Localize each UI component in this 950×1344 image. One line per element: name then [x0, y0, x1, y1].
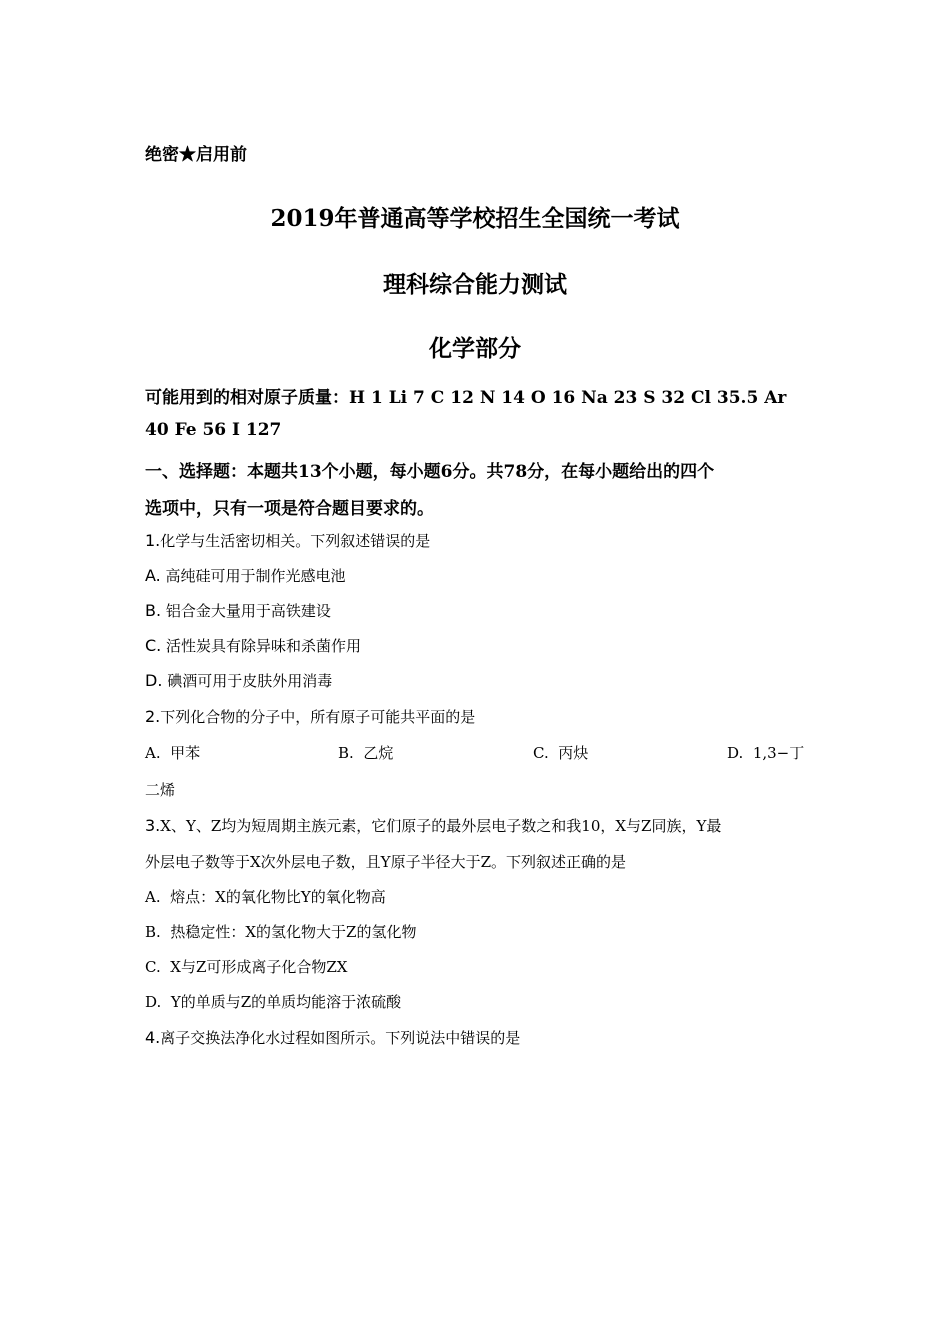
atomic-masses-line-1: 可能用到的相对原子质量：H 1 Li 7 C 12 N 14 O 16 Na 23 S 32 Cl 35.5 Ar [145, 388, 787, 408]
option-label: B. [338, 744, 354, 762]
option-label: C. [533, 744, 549, 762]
section-instructions-line-2: 选项中，只有一项是符合题目要求的。 [145, 499, 434, 519]
question-2-option-d-wrap: 二烯 [145, 781, 176, 799]
option-label: C. [145, 636, 162, 655]
option-label: D. [727, 744, 744, 762]
question-1-text: 化学与生活密切相关。下列叙述错误的是 [160, 532, 431, 550]
atomic-masses-line-2: 40 Fe 56 I 127 [145, 420, 282, 440]
option-label: A. [145, 566, 161, 585]
question-2-stem [145, 706, 475, 727]
option-label: A. [145, 744, 161, 762]
question-2-number: 2. [145, 707, 161, 726]
option-text: Y的单质与Z的单质均能溶于浓硫酸 [170, 993, 402, 1011]
exam-subtitle: 理科综合能力测试 [383, 271, 567, 298]
question-3-text: X、Y、Z均为短周期主族元素，它们原子的最外层电子数之和我10，X与Z同族，Y最 [160, 817, 722, 835]
question-1-number: 1. [145, 531, 161, 550]
question-3-option-d [145, 991, 401, 1012]
question-4-text: 离子交换法净化水过程如图所示。下列说法中错误的是 [160, 1029, 521, 1047]
option-text: 熔点：X的氧化物比Y的氧化物高 [170, 888, 386, 906]
question-3-option-a [145, 886, 386, 907]
option-label: B. [145, 601, 162, 620]
question-2-option-a [145, 742, 200, 763]
question-1-option-c [145, 635, 361, 656]
question-2-option-b [338, 742, 393, 763]
exam-title: 2019年普通高等学校招生全国统一考试 [270, 205, 680, 232]
classification-label: 绝密★启用前 [145, 145, 247, 165]
section-part-title: 化学部分 [429, 335, 521, 362]
question-3-option-c [145, 956, 347, 977]
option-text: 高纯硅可用于制作光感电池 [165, 567, 346, 585]
option-label: D. [145, 993, 162, 1011]
question-1-option-a [145, 565, 346, 586]
question-1-option-b [145, 600, 331, 621]
question-2-option-c [533, 742, 588, 763]
option-text: X与Z可形成离子化合物ZX [170, 958, 348, 976]
question-4-stem [145, 1027, 520, 1048]
question-3-stem-line-1 [145, 815, 721, 836]
question-4-number: 4. [145, 1028, 161, 1047]
option-label: D. [145, 671, 163, 690]
option-text: 丙炔 [558, 744, 589, 762]
question-3-stem-line-2: 外层电子数等于X次外层电子数，且Y原子半径大于Z。下列叙述正确的是 [145, 853, 627, 871]
option-text: 乙烷 [363, 744, 394, 762]
option-text: 1,3−丁 [752, 744, 805, 762]
option-text: 热稳定性：X的氢化物大于Z的氢化物 [170, 923, 417, 941]
question-3-number: 3. [145, 816, 161, 835]
question-1-option-d [145, 670, 332, 691]
question-1-stem [145, 530, 430, 551]
question-3-option-b [145, 921, 416, 942]
question-2-text: 下列化合物的分子中，所有原子可能共平面的是 [160, 708, 476, 726]
section-instructions-line-1: 一、选择题：本题共13个小题，每小题6分。共78分，在每小题给出的四个 [145, 462, 715, 482]
option-text: 碘酒可用于皮肤外用消毒 [167, 672, 333, 690]
option-text: 活性炭具有除异味和杀菌作用 [166, 637, 362, 655]
question-2-option-d [727, 742, 804, 763]
option-text: 甲苯 [170, 744, 201, 762]
option-label: A. [145, 888, 161, 906]
option-label: C. [145, 958, 161, 976]
option-text: 铝合金大量用于高铁建设 [165, 602, 331, 620]
option-label: B. [145, 923, 161, 941]
